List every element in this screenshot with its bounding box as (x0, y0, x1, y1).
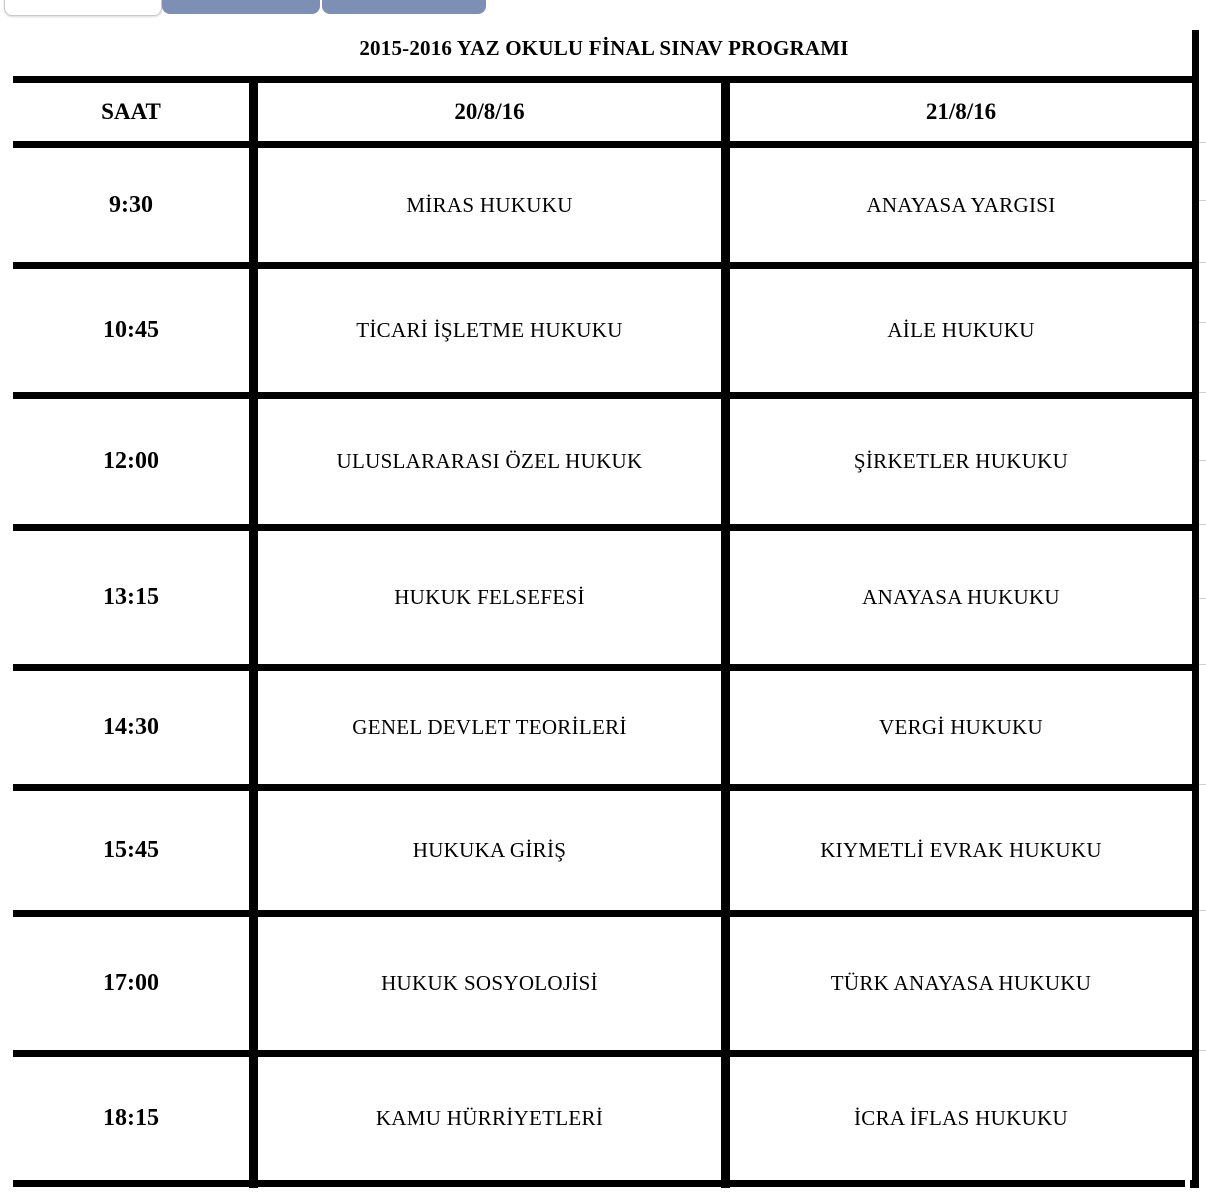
exam-course: HUKUK SOSYOLOJİSİ (381, 971, 598, 995)
time-slot: 9:30 (109, 191, 153, 218)
grid-tick (1199, 664, 1206, 665)
time-slot: 15:45 (103, 837, 159, 863)
page-title: 2015-2016 YAZ OKULU FİNAL SINAV PROGRAMI (359, 36, 849, 60)
exam-course: AİLE HUKUKU (887, 318, 1035, 342)
exam-course: ULUSLARARASI ÖZEL HUKUK (336, 449, 643, 473)
exam-course: VERGİ HUKUKU (878, 715, 1043, 739)
table-row-divider (13, 1180, 1185, 1187)
time-slot: 13:15 (103, 584, 159, 610)
grid-tick (1199, 784, 1206, 785)
grid-tick (1199, 392, 1206, 393)
table-row-divider (13, 910, 1197, 917)
exam-course: KAMU HÜRRİYETLERİ (375, 1106, 604, 1130)
exam-course: İCRA İFLAS HUKUKU (854, 1106, 1068, 1130)
column-header: SAAT (101, 99, 161, 124)
grid-tick (1199, 524, 1206, 525)
grid-tick (1199, 598, 1206, 599)
exam-course: ŞİRKETLER HUKUKU (853, 449, 1069, 473)
grid-tick (1199, 142, 1206, 143)
table-bottom-edge (1190, 1180, 1199, 1188)
table-column-divider (249, 80, 258, 1188)
table-column-divider (721, 80, 730, 1188)
browser-tab[interactable] (322, 0, 486, 14)
table-row-divider (13, 76, 1197, 83)
time-slot: 18:15 (103, 1105, 159, 1131)
exam-course: HUKUKA GİRİŞ (412, 838, 567, 862)
table-row-divider (13, 784, 1197, 791)
browser-tab-active[interactable] (4, 0, 162, 16)
column-header: 21/8/16 (925, 99, 997, 124)
exam-course: ANAYASA YARGISI (866, 192, 1056, 217)
grid-tick (1199, 910, 1206, 911)
table-row-divider (13, 141, 1197, 148)
exam-course: MİRAS HUKUKU (406, 192, 573, 217)
grid-tick (1199, 322, 1206, 323)
table-row-divider (13, 392, 1197, 399)
exam-course: TÜRK ANAYASA HUKUKU (830, 971, 1092, 995)
column-header: 20/8/16 (454, 99, 525, 124)
exam-course: ANAYASA HUKUKU (862, 585, 1060, 609)
grid-tick (1199, 460, 1206, 461)
table-row-divider (13, 664, 1197, 671)
time-slot: 12:00 (103, 448, 159, 474)
exam-course: KIYMETLİ EVRAK HUKUKU (820, 838, 1102, 862)
time-slot: 17:00 (103, 970, 159, 996)
table-row-divider (13, 524, 1197, 531)
exam-course: TİCARİ İŞLETME HUKUKU (356, 318, 623, 342)
table-row-divider (13, 1050, 1197, 1057)
time-slot: 14:30 (103, 714, 159, 740)
grid-tick (1199, 200, 1206, 201)
exam-course: GENEL DEVLET TEORİLERİ (352, 715, 627, 739)
browser-tab[interactable] (162, 0, 320, 14)
grid-tick (1199, 262, 1206, 263)
exam-course: HUKUK FELSEFESİ (394, 585, 585, 609)
grid-tick (1199, 1050, 1206, 1051)
time-slot: 10:45 (103, 317, 159, 343)
table-row-divider (13, 262, 1197, 269)
table-right-border (1192, 30, 1199, 1188)
